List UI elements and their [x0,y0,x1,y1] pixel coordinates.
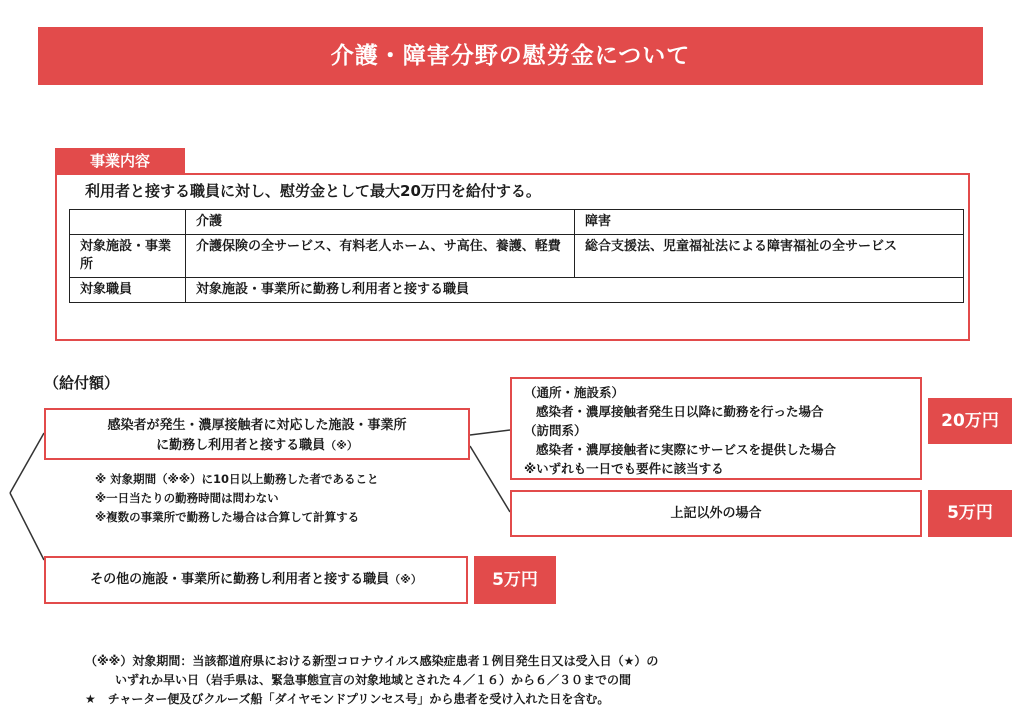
cell-staff: 対象施設・事業所に勤務し利用者と接する職員 [186,278,964,303]
note-item: ※ 対象期間（※※）に10日以上勤務した者であること [95,472,379,486]
other-facility-text: その他の施設・事業所に勤務し利用者と接する職員 [90,572,390,587]
cell-facility-kaigo: 介護保険の全サービス、有料老人ホーム、サ高住、養護、軽費 [186,235,575,278]
condition-line1: （通所・施設系） [524,385,625,400]
condition-line5: ※いずれも一日でも要件に該当する [524,461,724,476]
target-table [69,209,964,303]
page-title: 介護・障害分野の慰労金について [38,27,983,85]
other-facility-mark: （※） [389,573,422,586]
link-to-other-case [470,446,510,512]
bracket-upper [10,433,44,493]
infected-box-mark: （※） [325,439,358,452]
footnote-line2: いずれか早い日（岩手県は、緊急事態宣言の対象地域とされた４／１６）から６／３０までの間 [115,673,632,687]
table-header-kaigo: 介護 [186,210,575,235]
link-to-condition [470,430,510,435]
table-row [70,235,964,278]
footnote-line3: ★ チャーター便及びクルーズ船「ダイヤモンドプリンセス号」から患者を受け入れた日を含む。 [85,692,610,706]
footnote [85,652,658,709]
note-item: ※一日当たりの勤務時間は問わない [95,491,279,505]
business-summary: 利用者と接する職員に対し、慰労金として最大20万円を給付する。 [85,182,541,200]
other-case-box: 上記以外の場合 [510,490,922,537]
cell-facility-shogai: 総合支援法、児童福祉法による障害福祉の全サービス [575,235,964,278]
table-header-empty [70,210,186,235]
row-label-staff: 対象職員 [70,278,186,303]
condition-line4: 感染者・濃厚接触者に実際にサービスを提供した場合 [536,442,837,457]
condition-line3: （訪問系） [524,423,587,438]
condition-line2: 感染者・濃厚接触者発生日以降に勤務を行った場合 [536,404,824,419]
payment-heading: （給付額） [44,374,120,392]
table-header-shogai: 障害 [575,210,964,235]
amount-5-other-badge: 5万円 [474,556,556,604]
payment-notes [95,470,379,527]
row-label-facility: 対象施設・事業所 [70,235,186,278]
infected-box-line2: に勤務し利用者と接する職員 [156,438,326,453]
footnote-line1: （※※）対象期間：当該都道府県における新型コロナウイルス感染症患者１例目発生日又は受入日（★）の [85,654,659,668]
other-facility-box [44,556,468,604]
table-row [70,278,964,303]
section-tag-business: 事業内容 [55,148,185,174]
business-content-box [55,173,970,341]
amount-20-badge: 20万円 [928,398,1012,444]
infected-box-line1: 感染者が発生・濃厚接触者に対応した施設・事業所 [107,418,407,433]
note-item: ※複数の事業所で勤務した場合は合算して計算する [95,510,360,524]
table-header-row [70,210,964,235]
bracket-lower [10,493,44,560]
infected-box-line2-wrap [46,436,468,456]
condition-box [510,377,922,480]
infected-facility-box [44,408,470,460]
amount-5-badge: 5万円 [928,490,1012,537]
